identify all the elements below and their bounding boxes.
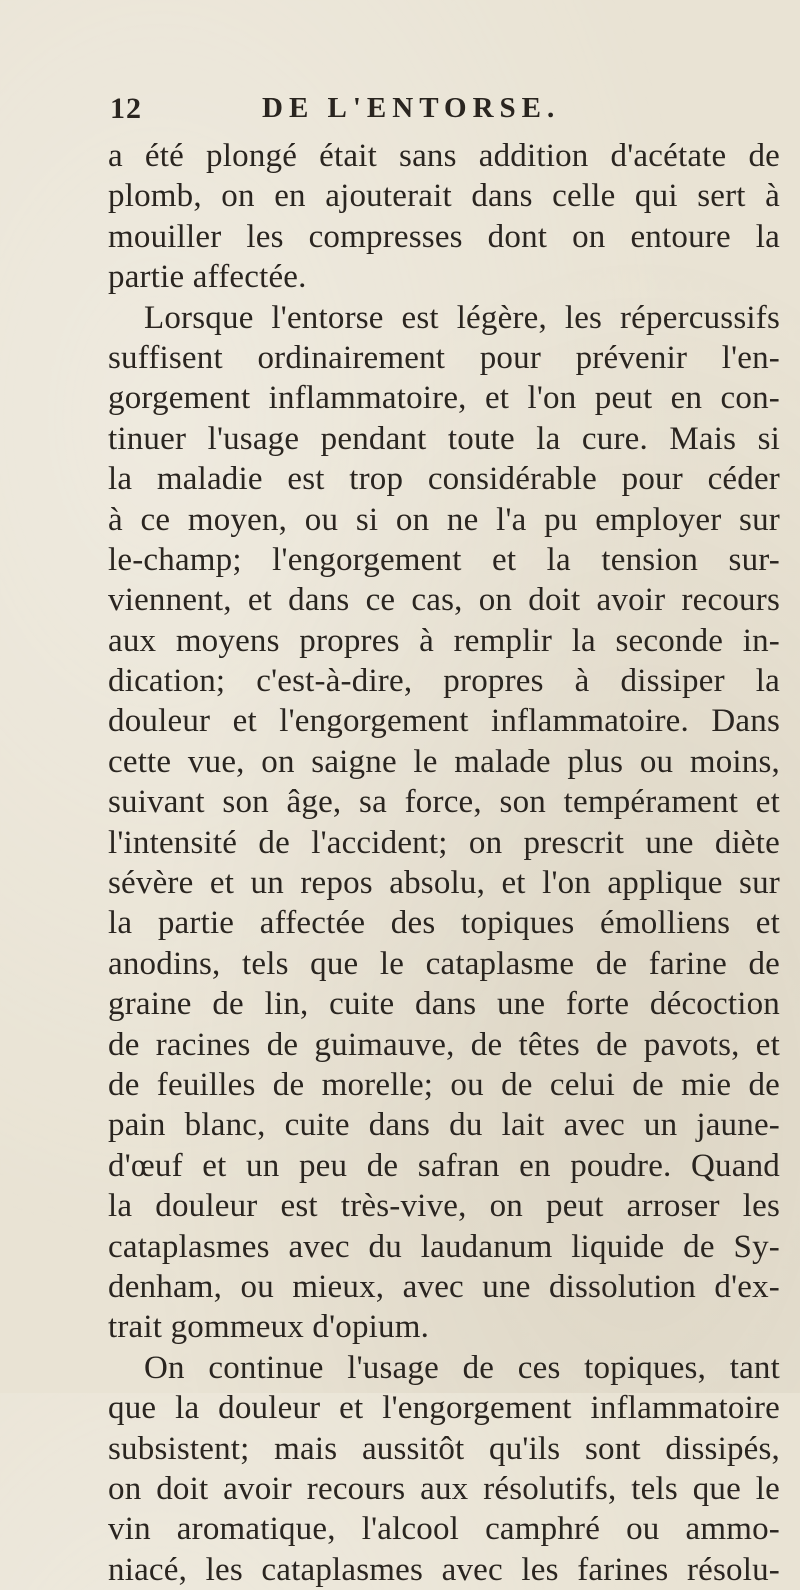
text-line: aux moyens propres à remplir la seconde in- [108, 622, 780, 659]
text-line: d'œuf et un peu de safran en poudre. Quand [108, 1147, 780, 1184]
text-line: on doit avoir recours aux résolutifs, tels que le [108, 1470, 780, 1507]
text-line: suivant son âge, sa force, son tempérament et [108, 784, 780, 821]
text-line: Lorsque l'entorse est légère, les répercussifs [144, 299, 780, 336]
text-line: suffisent ordinairement pour prévenir l'en- [108, 339, 780, 376]
text-line: douleur et l'engorgement inflammatoire. Dans [108, 703, 780, 740]
text-line: a été plongé était sans addition d'acétate de [108, 138, 780, 174]
text-line: gorgement inflammatoire, et l'on peut en con- [108, 380, 780, 417]
text-line: que la douleur et l'engorgement inflammatoire [108, 1390, 780, 1427]
text-line: pain blanc, cuite dans du lait avec un jaune- [108, 1107, 780, 1144]
text-line: à ce moyen, ou si on ne l'a pu employer sur [108, 501, 780, 538]
text-line: de feuilles de morelle; ou de celui de mie de [108, 1066, 780, 1103]
text-line: sévère et un repos absolu, et l'on applique sur [108, 865, 780, 902]
text-line: mouiller les compresses dont on entoure la [108, 218, 780, 255]
text-line: tinuer l'usage pendant toute la cure. Mais si [108, 420, 780, 457]
text-line: cette vue, on saigne le malade plus ou moins, [108, 743, 780, 780]
body-text [108, 136, 780, 1590]
text-line: graine de lin, cuite dans une forte décoction [108, 986, 780, 1023]
running-head: DE L'ENTORSE. [262, 92, 561, 124]
text-line: subsistent; mais aussitôt qu'ils sont dissipés, [108, 1430, 780, 1467]
text-line: la partie affectée des topiques émolliens et [108, 905, 780, 942]
page-header [110, 92, 770, 132]
text-line: dication; c'est-à-dire, propres à dissiper la [108, 663, 780, 700]
text-line: cataplasmes avec du laudanum liquide de Sy- [108, 1228, 780, 1265]
text-line: la douleur est très-vive, on peut arroser les [108, 1188, 780, 1225]
text-line: niacé, les cataplasmes avec les farines résolu- [108, 1551, 780, 1588]
text-line: de racines de guimauve, de têtes de pavots, et [108, 1026, 780, 1063]
text-line: vin aromatique, l'alcool camphré ou ammo- [108, 1511, 780, 1548]
text-line: le-champ; l'engorgement et la tension sur- [108, 541, 780, 578]
text-line: On continue l'usage de ces topiques, tant [144, 1349, 780, 1386]
text-line: plomb, on en ajouterait dans celle qui sert à [108, 178, 780, 215]
page-number: 12 [110, 92, 142, 125]
text-line: viennent, et dans ce cas, on doit avoir recours [108, 582, 780, 619]
text-line: partie affectée. [108, 259, 307, 296]
text-line: l'intensité de l'accident; on prescrit une diète [108, 824, 780, 861]
text-line: trait gommeux d'opium. [108, 1309, 430, 1346]
text-line: denham, ou mieux, avec une dissolution d'ex- [108, 1268, 780, 1305]
text-line: la maladie est trop considérable pour céder [108, 461, 780, 498]
text-line: anodins, tels que le cataplasme de farine de [108, 945, 780, 982]
